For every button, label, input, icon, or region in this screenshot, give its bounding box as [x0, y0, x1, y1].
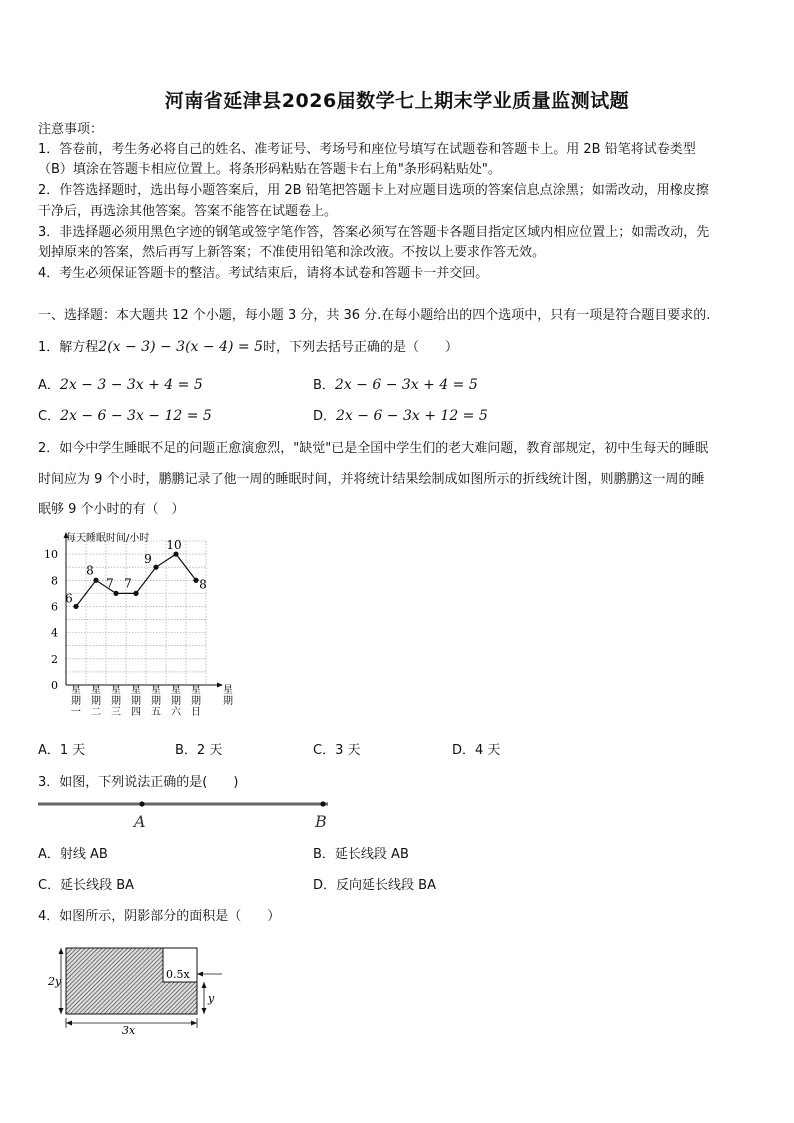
data-label: 7: [106, 576, 114, 591]
question-1-suffix: 时，下列去括号正确的是（ ）: [262, 340, 458, 355]
shaded-area-figure: [44, 938, 244, 1038]
x-axis-label-text: 星期: [223, 685, 233, 707]
q3-option-b[interactable]: [313, 843, 409, 862]
question-1-equation: 2(x − 3) − 3(x − 4) = 5: [98, 339, 263, 355]
q1-option-b[interactable]: [313, 374, 478, 393]
option-label: A．: [38, 378, 60, 393]
chart-title: 每天睡眠时间/小时: [66, 533, 150, 544]
option-label: D．: [452, 743, 476, 758]
shaded-region: [66, 948, 197, 1014]
option-label: C．: [38, 409, 61, 424]
x-tick-label: 星期三: [111, 685, 121, 718]
x-tick-label: 星期六: [171, 685, 181, 718]
notice-line: 干净后，再选涂其他答案。答案不能答在试题卷上。: [38, 204, 338, 219]
point-a-dot: [139, 801, 144, 806]
notice-line: 1．答卷前，考生务必将自己的姓名、准考证号、考场号和座位号填写在试题卷和答题卡上。用 2B 铅笔将试卷类型: [38, 142, 696, 157]
notice-line: 3．非选择题必须用黑色字迹的钢笔或签字笔作答，答案必须写在答题卡各题目指定区域内相应位置上；如需改动，先: [38, 225, 710, 240]
data-point: [173, 551, 178, 556]
option-text: 射线 AB: [59, 847, 108, 862]
data-label: 8: [86, 563, 94, 578]
data-point: [113, 591, 118, 596]
x-tick-label: 星期一: [71, 685, 81, 718]
y-tick-label: 6: [51, 600, 58, 614]
q1-option-d[interactable]: [313, 405, 488, 424]
data-label: 7: [124, 576, 132, 591]
notice-line: 划掉原来的答案，然后再写上新答案；不准使用铅笔和涂改液。不按以上要求作答无效。: [38, 245, 546, 260]
x-tick-label: 星期四: [131, 685, 141, 718]
option-text: 1 天: [59, 743, 86, 758]
option-text: 2x − 6 − 3x + 4 = 5: [334, 377, 478, 393]
label-height: 2y: [48, 975, 62, 988]
point-a-label: A: [134, 812, 146, 831]
data-label: 9: [144, 552, 152, 567]
notice-line: 2．作答选择题时，选出每小题答案后，用 2B 铅笔把答题卡上对应题目选项的答案信息点涂黑；如需改动，用橡皮擦: [38, 183, 709, 198]
question-2-line: 2．如今中学生睡眠不足的问题正愈演愈烈，"缺觉"已是全国中学生们的老大难问题，教育部规定，初中生每天的睡眠: [38, 441, 709, 456]
option-label: A．: [38, 743, 60, 758]
y-tick-label: 10: [44, 548, 58, 562]
option-text: 3 天: [335, 743, 361, 758]
q3-option-d[interactable]: [313, 874, 436, 893]
x-tick-label: 星期二: [91, 685, 101, 718]
notice-line: 4．考生必须保证答题卡的整洁。考试结束后，请将本试卷和答题卡一并交回。: [38, 266, 489, 281]
sleep-line-chart: [30, 528, 250, 728]
option-label: D．: [313, 409, 337, 424]
data-point: [133, 591, 138, 596]
question-3: 3．如图，下列说法正确的是( ): [38, 775, 239, 790]
q2-option-b[interactable]: [175, 739, 222, 758]
data-point: [193, 578, 198, 583]
data-point: [153, 565, 158, 570]
data-label: 8: [199, 577, 207, 592]
segment-figure: [36, 796, 336, 832]
y-tick-label: 8: [51, 574, 58, 588]
chart-x-axis-label: [223, 684, 233, 707]
data-point: [93, 578, 98, 583]
data-label: 6: [65, 591, 73, 606]
option-label: B．: [313, 378, 335, 393]
question-4: 4．如图所示，阴影部分的面积是（ ）: [38, 909, 281, 924]
option-text: 2x − 6 − 3x + 12 = 5: [336, 408, 488, 424]
option-text: 2 天: [196, 743, 223, 758]
q2-option-a[interactable]: [38, 739, 85, 758]
option-label: C．: [38, 878, 61, 893]
label-width: 3x: [122, 1024, 136, 1037]
option-text: 2x − 3 − 3x + 4 = 5: [59, 377, 203, 393]
option-text: 4 天: [475, 743, 501, 758]
q1-option-c[interactable]: [38, 405, 212, 424]
option-label: B．: [175, 743, 197, 758]
x-tick-label: 星期五: [151, 685, 161, 718]
chart-y-ticks: [44, 548, 58, 692]
q1-option-a[interactable]: [38, 374, 203, 393]
section-heading: 一、选择题：本大题共 12 个小题，每小题 3 分，共 36 分.在每小题给出的四个选项中，只有一项是符合题目要求的.: [38, 308, 711, 323]
point-b-label: B: [315, 812, 327, 831]
option-label: A．: [38, 847, 60, 862]
data-label: 10: [166, 538, 182, 553]
chart-x-ticks: [71, 684, 201, 718]
q2-option-c[interactable]: [313, 739, 360, 758]
y-tick-label: 0: [51, 679, 58, 692]
option-label: C．: [313, 743, 336, 758]
option-text: 2x − 6 − 3x − 12 = 5: [60, 408, 212, 424]
option-text: 延长线段 AB: [334, 847, 409, 862]
question-2-line: 眠够 9 个小时的有（ ）: [38, 502, 185, 517]
notice-line: （B）填涂在答题卡相应位置上。将条形码粘贴在答题卡右上角"条形码粘贴处"。: [38, 162, 501, 177]
question-1: [38, 337, 458, 358]
option-label: D．: [313, 878, 337, 893]
label-notch: 0.5x: [166, 968, 190, 981]
q3-option-a[interactable]: [38, 843, 108, 862]
q2-option-d[interactable]: [452, 739, 500, 758]
data-point: [73, 604, 78, 609]
y-tick-label: 2: [51, 652, 58, 666]
option-text: 延长线段 BA: [60, 878, 135, 893]
option-text: 反向延长线段 BA: [336, 878, 436, 893]
page-title: 河南省延津县2026届数学七上期末学业质量监测试题: [164, 90, 630, 112]
question-2-line: 时间应为 9 个小时，鹏鹏记录了他一周的睡眠时间，并将统计结果绘制成如图所示的折线统计图，则鹏鹏这一周的睡: [38, 472, 705, 487]
x-tick-label: 星期日: [191, 685, 201, 718]
y-tick-label: 4: [51, 626, 58, 640]
question-1-prefix: 1．解方程: [38, 340, 99, 355]
q3-option-c[interactable]: [38, 874, 134, 893]
notice-heading: 注意事项：: [38, 122, 104, 137]
option-label: B．: [313, 847, 335, 862]
point-b-dot: [320, 801, 325, 806]
label-notch-height: y: [208, 992, 215, 1005]
